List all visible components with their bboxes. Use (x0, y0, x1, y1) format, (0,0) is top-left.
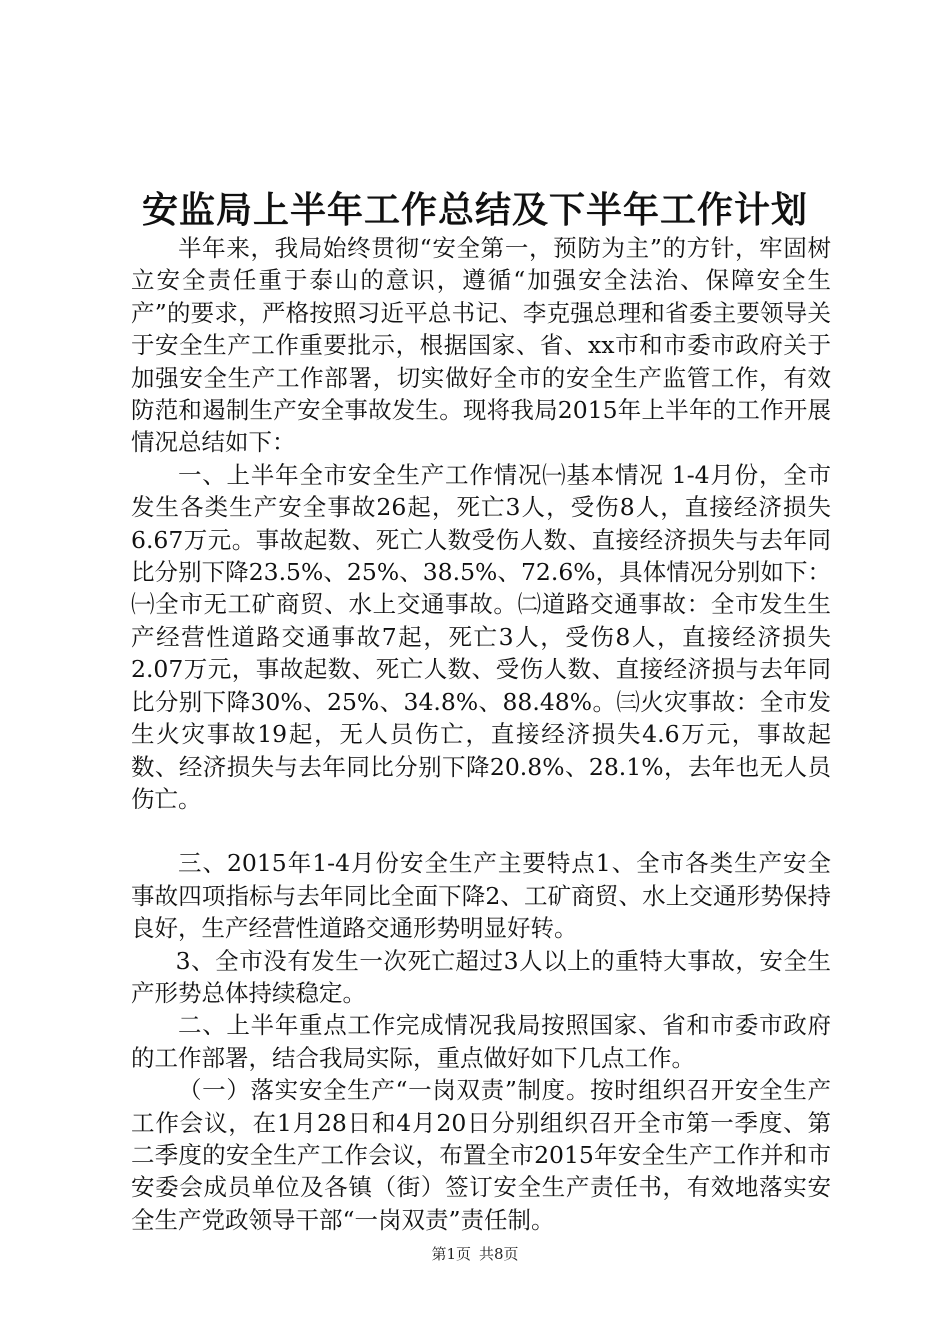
paragraph-section-1: 一、上半年全市安全生产工作情况㈠基本情况 1-4月份，全市发生各类生产安全事故26起，死亡3人，受伤8人，直接经济损失6.67万元。事故起数、死亡人数受伤人数、直接经济损失与去年同比分别下降23.5%、25%、38.5%、72.6%，具体情况分别如下：㈠全市无工矿商贸、水上交通事故。㈡道路交通事故：全市发生生产经营性道路交通事故7起，死亡3人，受伤8人，直接经济损失2.07万元，事故起数、死亡人数、受伤人数、直接经济损与去年同比分别下降30%、25%、34.8%、88.48%。㈢火灾事故：全市发生火灾事故19起，无人员伤亡，直接经济损失4.6万元，事故起数、经济损失与去年同比分别下降20.8%、28.1%，去年也无人员伤亡。 (131, 460, 831, 813)
page-total: 共8页 (479, 1245, 519, 1263)
page-footer (0, 1243, 950, 1264)
document-title: 安监局上半年工作总结及下半年工作计划 (141, 189, 808, 231)
paragraph-section-2: 二、上半年重点工作完成情况我局按照国家、省和市委市政府的工作部署，结合我局实际，重点做好如下几点工作。 (131, 1011, 831, 1072)
page-number: 第1页 (431, 1245, 471, 1263)
paragraph-item-1: （一）落实安全生产“一岗双责”制度。按时组织召开安全生产工作会议，在1月28日和4月20日分别组织召开全市第一季度、第二季度的安全生产工作会议，布置全市2015年安全生产工作并和市安委会成员单位及各镇（街）签订安全生产责任书，有效地落实安全生产党政领导干部“一岗双责”责任制。 (131, 1076, 831, 1234)
paragraph-intro: 半年来，我局始终贯彻“安全第一，预防为主”的方针，牢固树立安全责任重于泰山的意识，遵循“加强安全法治、保障安全生产”的要求，严格按照习近平总书记、李克强总理和省委主要领导关于安全生产工作重要批示，根据国家、省、xx市和市委市政府关于加强安全生产工作部署，切实做好全市的安全生产监管工作，有效防范和遏制生产安全事故发生。现将我局2015年上半年的工作开展情况总结如下： (131, 234, 831, 457)
document-body (131, 232, 831, 1236)
paragraph-point-3: 3、全市没有发生一次死亡超过3人以上的重特大事故，安全生产形势总体持续稳定。 (131, 946, 831, 1007)
paragraph-section-3: 三、2015年1-4月份安全生产主要特点1、全市各类生产安全事故四项指标与去年同比全面下降2、工矿商贸、水上交通形势保持良好，生产经营性道路交通形势明显好转。 (131, 849, 831, 943)
